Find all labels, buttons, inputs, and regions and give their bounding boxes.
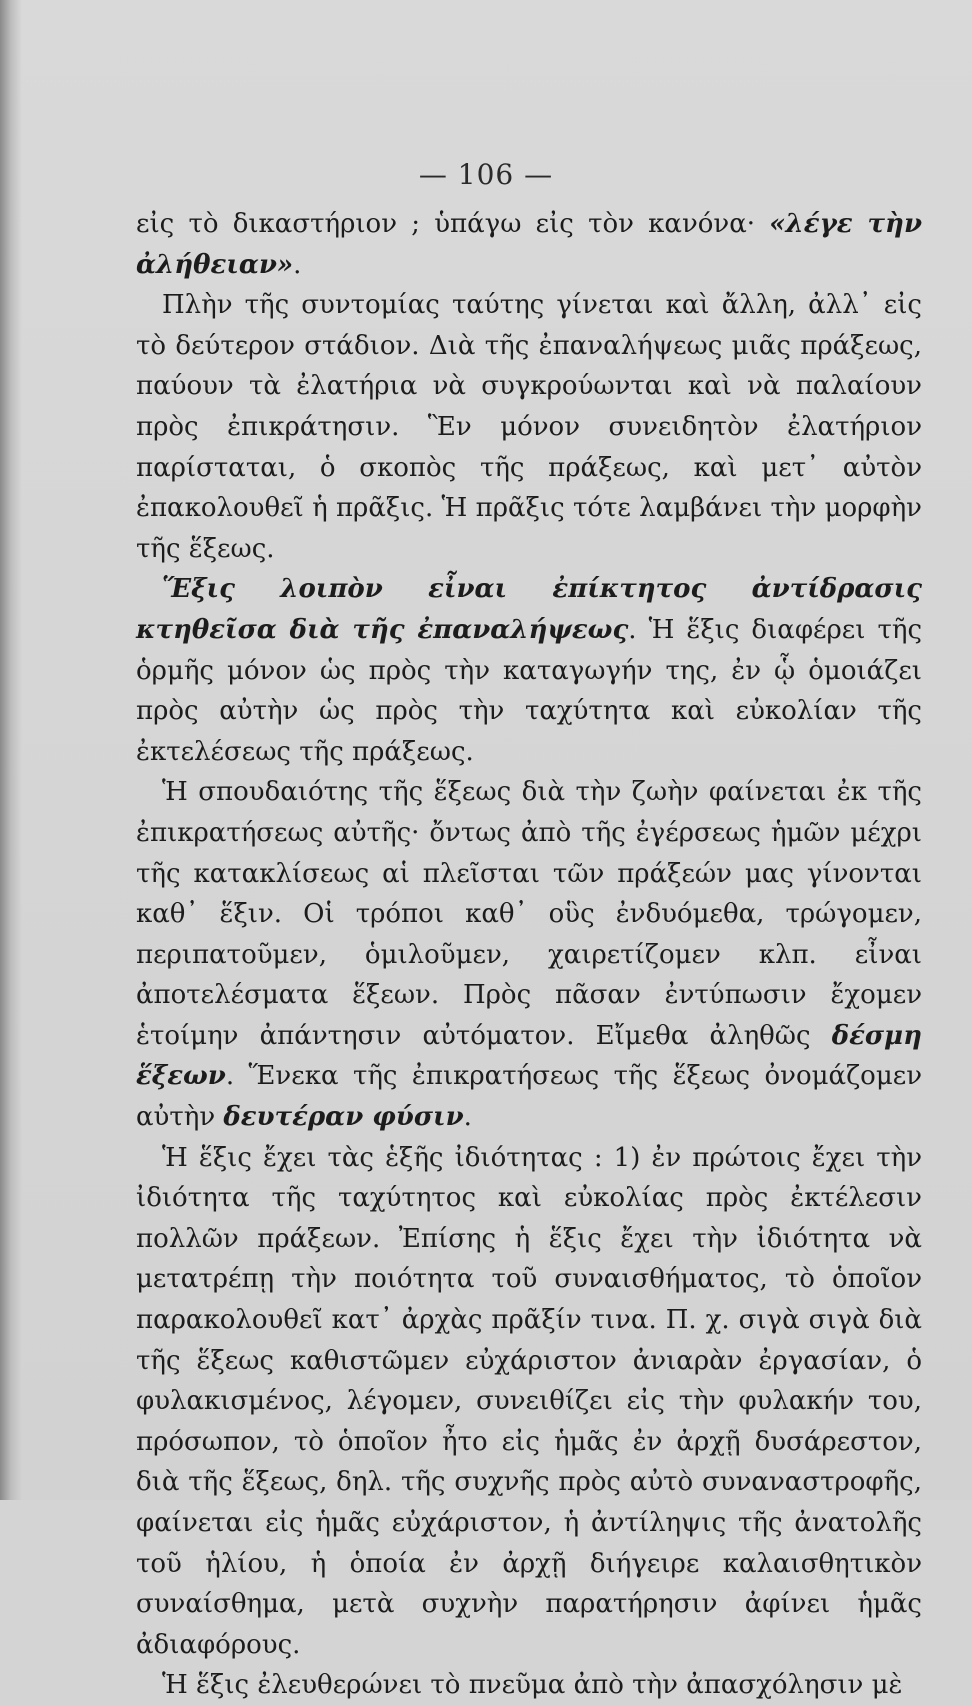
text-run: Πλὴν τῆς συντομίας ταύτης γίνεται καὶ ἄλλη, ἀλλ᾽ εἰς τὸ δεύτερον στάδιον. Διὰ τῆς ἐπαναλήψεως μιᾶς πράξεως, παύουν τὰ ἐλατήρια νὰ συγκρούωνται καὶ νὰ παλαίουν πρὸς ἐπικράτησιν. Ἓν μόνον συνειδητὸν ἐλατήριον παρίσταται, ὁ σκοπὸς τῆς πράξεως, καὶ μετ᾽ αὐτὸν ἐπακολουθεῖ ἡ πρᾶξις. Ἡ πρᾶξις τότε λαμβάνει τὴν μορφὴν τῆς ἕξεως. <box>136 290 922 564</box>
emphasis-text: «λέγε τὴν ἀλήθειαν» <box>136 209 922 280</box>
body-text <box>136 204 922 1706</box>
emphasis-text: Ἕξις λοιπὸν εἶναι ἐπίκτητος ἀντίδρασις κτηθεῖσα διὰ τῆς ἐπαναλήψεως <box>136 574 922 645</box>
text-run: εἰς τὸ δικαστήριον ; ὑπάγω εἰς τὸν κανόνα· <box>136 209 770 239</box>
paragraph <box>136 285 922 569</box>
text-run: . <box>463 1102 472 1133</box>
emphasis-text: δέσμη ἕξεων <box>136 1020 922 1092</box>
paragraph <box>136 1665 922 1706</box>
text-run: . Ἕνεκα τῆς ἐπικρατήσεως τῆς ἕξεως ὀνομάζομεν αὐτὴν <box>136 1061 922 1133</box>
paragraph <box>136 204 922 285</box>
binding-shadow <box>0 0 22 1500</box>
paragraph <box>136 569 922 772</box>
emphasis-text: δευτέραν φύσιν <box>223 1102 464 1133</box>
paragraph <box>136 1138 922 1666</box>
text-run: . <box>293 249 302 280</box>
paragraph <box>136 772 922 1137</box>
text-run: Ἡ ἕξις ἐλευθερώνει τὸ πνεῦμα ἀπὸ τὴν ἀπασχόλησιν μὲ <box>162 1670 903 1701</box>
text-run: . Ἡ ἕξις διαφέρει τῆς ὁρμῆς μόνον ὡς πρὸς τὴν καταγωγήν της, ἐν ᾧ ὁμοιάζει πρὸς αὐτὴν ὡς πρὸς τὴν ταχύτητα καὶ εὐκολίαν τῆς ἐκτελέσεως τῆς πράξεως. <box>136 614 923 767</box>
text-run: Ἡ ἕξις ἔχει τὰς ἑξῆς ἰδιότητας : 1) ἐν πρώτοις ἔχει τὴν ἰδιότητα τῆς ταχύτητος καὶ εὐκολίας πρὸς ἐκτέλεσιν πολλῶν πράξεων. Ἐπίσης ἡ ἕξις ἔχει τὴν ἰδιότητα νὰ μετατρέπῃ τὴν ποιότητα τοῦ συναισθήματος, τὸ ὁποῖον παρακολουθεῖ κατ᾽ ἀρχὰς πρᾶξίν τινα. Π. χ. σιγὰ σιγὰ διὰ τῆς ἕξεως καθιστῶμεν εὐχάριστον ἀνιαρὰν ἐργασίαν, ὁ φυλακισμένος, λέγομεν, συνειθίζει εἰς τὴν φυλακήν του, πρόσωπον, τὸ ὁποῖον ἦτο εἰς ἡμᾶς ἐν ἀρχῇ δυσάρεστον, διὰ τῆς ἕξεως, δηλ. τῆς συχνῆς πρὸς αὐτὸ συναναστροφῆς, φαίνεται εἰς ἡμᾶς εὐχάριστον, ἡ ἀντίληψις τῆς ἀνατολῆς τοῦ ἡλίου, ἡ ὁποία ἐν ἀρχῇ διήγειρε καλαισθητικὸν συναίσθημα, μετὰ συχνὴν παρατήρησιν ἀφίνει ἡμᾶς ἀδιαφόρους. <box>136 1142 922 1660</box>
page-number: — 106 — <box>418 158 554 191</box>
text-run: Ἡ σπουδαιότης τῆς ἕξεως διὰ τὴν ζωὴν φαίνεται ἐκ τῆς ἐπικρατήσεως αὐτῆς· ὄντως ἀπὸ τῆς ἐγέρσεως ἡμῶν μέχρι τῆς κατακλίσεως αἱ πλεῖσται τῶν πράξεών μας γίνονται καθ᾽ ἕξιν. Οἱ τρόποι καθ᾽ οὓς ἐνδυόμεθα, τρώγομεν, περιπατοῦμεν, ὁμιλοῦμεν, χαιρετίζομεν κλπ. εἶναι ἀποτελέσματα ἕξεων. Πρὸς πᾶσαν ἐντύπωσιν ἔχομεν ἑτοίμην ἀπάντησιν αὐτόματον. Εἴμεθα ἀληθῶς <box>136 777 922 1051</box>
